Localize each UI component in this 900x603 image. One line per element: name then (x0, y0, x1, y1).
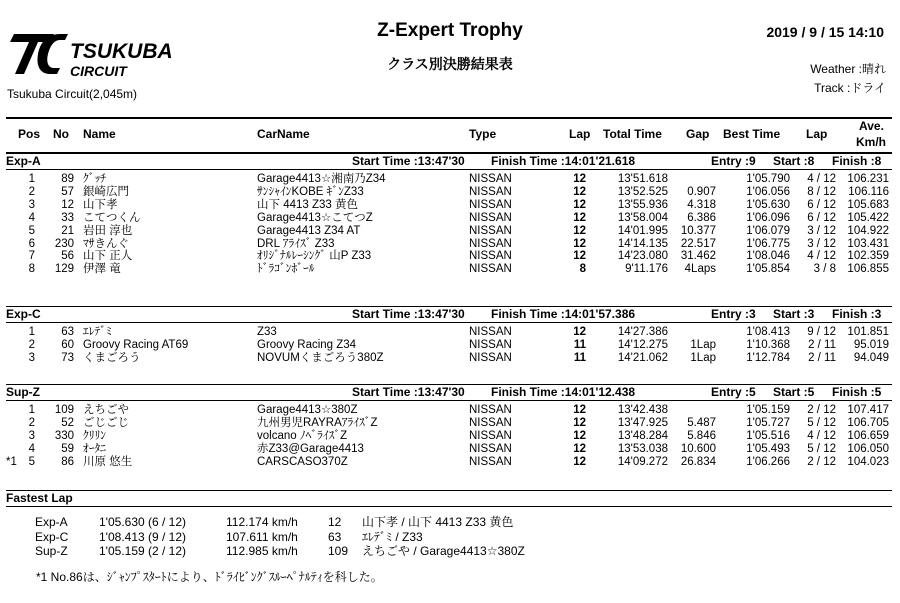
table-row (6, 456, 892, 469)
car-number: 52 (61, 416, 74, 429)
table-row (6, 225, 892, 238)
best-lap: 8 / 12 (807, 185, 836, 198)
best-lap: 5 / 12 (807, 416, 836, 429)
gap: 6.386 (687, 211, 716, 224)
col-total-time: Total Time (603, 127, 662, 141)
car-number: 57 (61, 185, 74, 198)
total-time: 14'12.275 (617, 338, 668, 351)
class-name: Exp-A (6, 154, 41, 168)
car-type: NISSAN (469, 416, 512, 429)
track-condition: Track :ドライ (814, 81, 886, 95)
car-type: NISSAN (469, 250, 512, 263)
car-name: volcano ﾉﾍﾞﾗｲｽﾞZ (257, 429, 348, 442)
car-name: Garage4413☆380Z (257, 404, 358, 416)
gap: 0.907 (687, 185, 716, 198)
lap-count: 12 (573, 211, 586, 224)
best-lap: 3 / 12 (807, 237, 836, 250)
best-lap: 4 / 12 (807, 250, 836, 263)
gap: 22.517 (680, 237, 716, 250)
lap-count: 12 (573, 429, 586, 442)
fl-driver: ｴﾚﾃﾞﾐ / Z33 (362, 529, 423, 544)
best-lap: 2 / 11 (808, 351, 836, 364)
car-name: 山下 4413 Z33 黄色 (257, 198, 358, 211)
best-time: 1'05.516 (746, 429, 790, 442)
driver-name: ｸﾘﾘﾝ (83, 429, 106, 442)
fl-speed: 112.174 km/h (226, 515, 298, 529)
total-time: 14'14.135 (617, 237, 668, 250)
weather-info: Weather :晴れ (810, 62, 886, 76)
car-type: NISSAN (469, 338, 512, 351)
car-number: 60 (61, 338, 74, 351)
table-row (6, 212, 892, 225)
driver-name: えちごや (83, 404, 129, 416)
fl-driver: 山下孝 / 山下 4413 Z33 黄色 (362, 515, 514, 529)
car-name: 九州男児RAYRAｱﾗｲｽﾞZ (257, 416, 378, 429)
car-number: 56 (61, 250, 74, 263)
table-row (6, 417, 892, 430)
finish-count: Finish :5 (832, 385, 882, 399)
gap: 10.377 (680, 224, 716, 237)
driver-name: 銀崎広門 (83, 185, 129, 198)
car-number: 63 (61, 326, 74, 338)
table-row (6, 430, 892, 443)
gap: 10.600 (680, 442, 716, 455)
driver-name: ごじごじ (83, 416, 129, 429)
position: 5 (28, 224, 35, 237)
car-name: Groovy Racing Z34 (257, 338, 357, 351)
car-number: 89 (61, 173, 74, 185)
best-lap: 4 / 12 (807, 173, 836, 185)
gap: 5.846 (687, 429, 716, 442)
circuit-name: Tsukuba Circuit(2,045m) (7, 87, 138, 101)
gap: 31.462 (680, 250, 716, 263)
position: 6 (28, 237, 35, 250)
average-speed: 104.922 (847, 224, 889, 237)
car-name: NOVUMくまごろう380Z (257, 351, 384, 364)
car-name: ｻﾝｼｬｲﾝKOBE ｷﾞﾝZ33 (257, 185, 364, 198)
table-row (6, 263, 892, 276)
best-time: 1'05.159 (746, 404, 790, 416)
car-type: NISSAN (469, 442, 512, 455)
position: 1 (28, 173, 35, 185)
fl-time: 1'05.159 (2 / 12) (99, 544, 187, 558)
lap-count: 12 (573, 326, 586, 338)
car-type: NISSAN (469, 237, 512, 250)
table-row (6, 326, 892, 339)
finish-time: Finish Time :14:01'21.618 (491, 154, 636, 168)
lap-count: 12 (573, 173, 586, 185)
car-number: 59 (61, 442, 74, 455)
lap-count: 12 (573, 416, 586, 429)
col-avg: Ave. (859, 119, 884, 133)
best-lap: 4 / 12 (807, 429, 836, 442)
fl-speed: 107.611 km/h (226, 529, 298, 544)
class-header (6, 153, 892, 170)
total-time: 14'21.062 (617, 351, 668, 364)
car-name: CARSCASO370Z (257, 455, 348, 468)
col-type: Type (469, 127, 497, 141)
lap-count: 8 (579, 263, 586, 276)
total-time: 13'53.038 (617, 442, 668, 455)
class-name: Exp-C (6, 307, 41, 321)
table-row (6, 186, 892, 199)
car-type: NISSAN (469, 185, 512, 198)
lap-count: 12 (573, 198, 586, 211)
car-type: NISSAN (469, 263, 512, 276)
gap: 5.487 (687, 416, 716, 429)
lap-count: 11 (573, 351, 586, 364)
car-number: 86 (61, 455, 74, 468)
lap-count: 12 (573, 185, 586, 198)
car-number: 33 (61, 211, 74, 224)
col-no: No (53, 127, 69, 141)
table-row (6, 173, 892, 186)
car-type: NISSAN (469, 351, 512, 364)
average-speed: 103.431 (847, 237, 889, 250)
average-speed: 95.019 (853, 338, 889, 351)
best-lap: 9 / 12 (807, 326, 836, 338)
car-name: DRL ｱﾗｲｽﾞ Z33 (257, 237, 335, 250)
car-name: Garage4413 Z34 AT (257, 224, 361, 237)
event-title: Z-Expert Trophy (377, 20, 523, 41)
col-best-time: Best Time (723, 127, 781, 141)
driver-name: ｴﾚﾃﾞﾐ (83, 326, 112, 338)
fl-car-number: 109 (328, 544, 349, 558)
best-lap: 5 / 12 (807, 442, 836, 455)
driver-name: 川原 悠生 (83, 455, 133, 468)
average-speed: 106.050 (847, 442, 889, 455)
fl-class: Exp-A (35, 515, 68, 529)
footnote: *1 No.86は、ｼﾞｬﾝﾌﾟｽﾀｰﾄにより、ﾄﾞﾗｲﾋﾞﾝｸﾞｽﾙｰﾍﾟﾅﾙﾃｨを科した。 (36, 570, 383, 584)
best-time: 1'10.368 (746, 338, 790, 351)
start-count: Start :8 (773, 154, 815, 168)
lap-count: 12 (573, 224, 586, 237)
best-lap: 6 / 12 (807, 198, 836, 211)
lap-count: 12 (573, 404, 586, 416)
average-speed: 101.851 (847, 326, 889, 338)
position: 4 (28, 442, 35, 455)
average-speed: 106.855 (847, 263, 889, 276)
total-time: 14'09.272 (617, 455, 668, 468)
fastest-lap-header (6, 490, 892, 507)
car-number: 330 (54, 429, 74, 442)
driver-name: 山下孝 (83, 198, 118, 211)
position: 7 (28, 250, 35, 263)
car-name: Garage4413☆こてつZ (257, 211, 373, 224)
col-pos: Pos (18, 127, 41, 141)
fl-speed: 112.985 km/h (226, 544, 298, 558)
table-row (6, 443, 892, 456)
car-type: NISSAN (469, 173, 512, 185)
lap-count: 11 (573, 338, 586, 351)
driver-name: 岩田 淳也 (83, 224, 133, 237)
start-count: Start :5 (773, 385, 815, 399)
car-number: 21 (61, 224, 74, 237)
report-datetime: 2019 / 9 / 15 14:10 (766, 24, 884, 40)
total-time: 13'47.925 (617, 416, 668, 429)
driver-name: ｵｰﾀﾆ (83, 442, 106, 455)
fastest-lap-row (6, 544, 892, 558)
finish-count: Finish :8 (832, 154, 882, 168)
best-time: 1'06.056 (746, 185, 790, 198)
finish-time: Finish Time :14:01'12.438 (491, 385, 636, 399)
svg-text:TSUKUBA: TSUKUBA (70, 40, 173, 63)
table-row (6, 199, 892, 212)
table-row (6, 339, 892, 352)
start-count: Start :3 (773, 307, 815, 321)
class-header (6, 306, 892, 323)
total-time: 9'11.176 (625, 263, 668, 276)
entry-count: Entry :3 (711, 307, 756, 321)
position: 1 (28, 404, 35, 416)
average-speed: 105.683 (847, 198, 889, 211)
fl-car-number: 12 (328, 515, 342, 529)
best-time: 1'12.784 (746, 351, 790, 364)
best-lap: 3 / 12 (807, 224, 836, 237)
entry-count: Entry :5 (711, 385, 756, 399)
position: 3 (28, 351, 35, 364)
position: 3 (28, 429, 35, 442)
best-time: 1'05.790 (746, 173, 790, 185)
col-gap: Gap (686, 127, 710, 141)
total-time: 13'52.525 (617, 185, 668, 198)
start-time: Start Time :13:47'30 (352, 154, 465, 168)
best-lap: 3 / 8 (813, 263, 836, 276)
best-time: 1'05.854 (746, 263, 790, 276)
car-type: NISSAN (469, 326, 512, 338)
best-time: 1'08.046 (746, 250, 790, 263)
driver-name: 伊澤 竜 (83, 263, 121, 276)
total-time: 14'01.995 (617, 224, 668, 237)
fl-class: Exp-C (35, 529, 69, 544)
position: 2 (28, 416, 35, 429)
total-time: 13'51.618 (617, 173, 668, 185)
table-row (6, 352, 892, 365)
fl-class: Sup-Z (35, 544, 68, 558)
total-time: 13'58.004 (617, 211, 668, 224)
best-lap: 6 / 12 (807, 211, 836, 224)
svg-text:CIRCUIT: CIRCUIT (70, 63, 127, 79)
position: 4 (28, 211, 35, 224)
car-type: NISSAN (469, 224, 512, 237)
finish-time: Finish Time :14:01'57.386 (491, 307, 636, 321)
fastest-lap-title: Fastest Lap (6, 491, 73, 505)
car-type: NISSAN (469, 455, 512, 468)
table-row (6, 250, 892, 263)
average-speed: 106.705 (847, 416, 889, 429)
car-number: 73 (61, 351, 74, 364)
gap: 4Laps (684, 263, 716, 276)
fl-car-number: 63 (328, 529, 342, 544)
gap: 26.834 (680, 455, 716, 468)
average-speed: 102.359 (847, 250, 889, 263)
driver-name: くまごろう (83, 351, 141, 364)
position: 8 (28, 263, 35, 276)
fl-driver: えちごや / Garage4413☆380Z (362, 544, 525, 558)
total-time: 14'27.386 (617, 326, 668, 338)
car-type: NISSAN (469, 198, 512, 211)
fastest-lap-row (6, 530, 892, 544)
car-type: NISSAN (469, 429, 512, 442)
average-speed: 107.417 (847, 404, 889, 416)
average-speed: 106.659 (847, 429, 889, 442)
position: 2 (28, 338, 35, 351)
best-lap: 2 / 12 (807, 404, 836, 416)
car-name: ﾄﾞﾗｺﾞﾝﾎﾞｰﾙ (257, 263, 315, 276)
col-avg-unit: Km/h (856, 135, 886, 149)
average-speed: 105.422 (847, 211, 889, 224)
car-number: 230 (54, 237, 74, 250)
entry-count: Entry :9 (711, 154, 756, 168)
average-speed: 94.049 (853, 351, 889, 364)
car-name: ｵﾘｼﾞﾅﾙﾚｰｼﾝｸﾞ 山P Z33 (257, 250, 372, 263)
table-row (6, 404, 892, 417)
position: 1 (28, 326, 35, 338)
lap-count: 12 (573, 237, 586, 250)
car-name: 赤Z33@Garage4413 (257, 442, 364, 455)
best-time: 1'06.079 (746, 224, 790, 237)
class-header (6, 384, 892, 401)
driver-name: 山下 正人 (83, 250, 133, 263)
car-number: 129 (54, 263, 74, 276)
col-best-lap: Lap (806, 127, 828, 141)
position: 3 (28, 198, 35, 211)
gap: 4.318 (687, 198, 716, 211)
fastest-lap-row (6, 515, 892, 529)
lap-count: 12 (573, 442, 586, 455)
car-number: 109 (54, 404, 74, 416)
col-carname: CarName (257, 127, 310, 141)
total-time: 14'23.080 (617, 250, 668, 263)
fl-time: 1'08.413 (9 / 12) (99, 529, 187, 544)
car-name: Z33 (257, 326, 277, 338)
best-time: 1'05.493 (746, 442, 790, 455)
gap: 1Lap (690, 351, 716, 364)
penalty-note: *1 (6, 455, 17, 468)
position: 2 (28, 185, 35, 198)
driver-name: ﾏｻきんぐ (83, 237, 129, 250)
gap: 1Lap (690, 338, 716, 351)
lap-count: 12 (573, 455, 586, 468)
start-time: Start Time :13:47'30 (352, 307, 465, 321)
total-time: 13'48.284 (617, 429, 668, 442)
col-lap: Lap (569, 127, 591, 141)
col-name: Name (83, 127, 116, 141)
average-speed: 106.231 (847, 173, 889, 185)
best-time: 1'06.096 (746, 211, 790, 224)
total-time: 13'42.438 (617, 404, 668, 416)
results-table-header (6, 117, 892, 154)
start-time: Start Time :13:47'30 (352, 385, 465, 399)
best-time: 1'08.413 (746, 326, 790, 338)
best-time: 1'06.266 (746, 455, 790, 468)
best-lap: 2 / 12 (807, 455, 836, 468)
best-time: 1'06.775 (746, 237, 790, 250)
class-name: Sup-Z (6, 385, 40, 399)
car-number: 12 (61, 198, 74, 211)
total-time: 13'55.936 (617, 198, 668, 211)
driver-name: こてつくん (83, 211, 141, 224)
finish-count: Finish :3 (832, 307, 882, 321)
car-name: Garage4413☆湘南乃Z34 (257, 173, 386, 185)
lap-count: 12 (573, 250, 586, 263)
best-time: 1'05.727 (746, 416, 790, 429)
car-type: NISSAN (469, 211, 512, 224)
driver-name: ｸﾞｯﾁ (83, 173, 106, 185)
best-lap: 2 / 11 (808, 338, 836, 351)
driver-name: Groovy Racing AT69 (83, 338, 189, 351)
position: 5 (28, 455, 35, 468)
fl-time: 1'05.630 (6 / 12) (99, 515, 187, 529)
average-speed: 106.116 (848, 185, 889, 198)
best-time: 1'05.630 (746, 198, 790, 211)
event-subtitle: クラス別決勝結果表 (387, 56, 513, 72)
average-speed: 104.023 (847, 455, 889, 468)
table-row (6, 238, 892, 251)
car-type: NISSAN (469, 404, 512, 416)
